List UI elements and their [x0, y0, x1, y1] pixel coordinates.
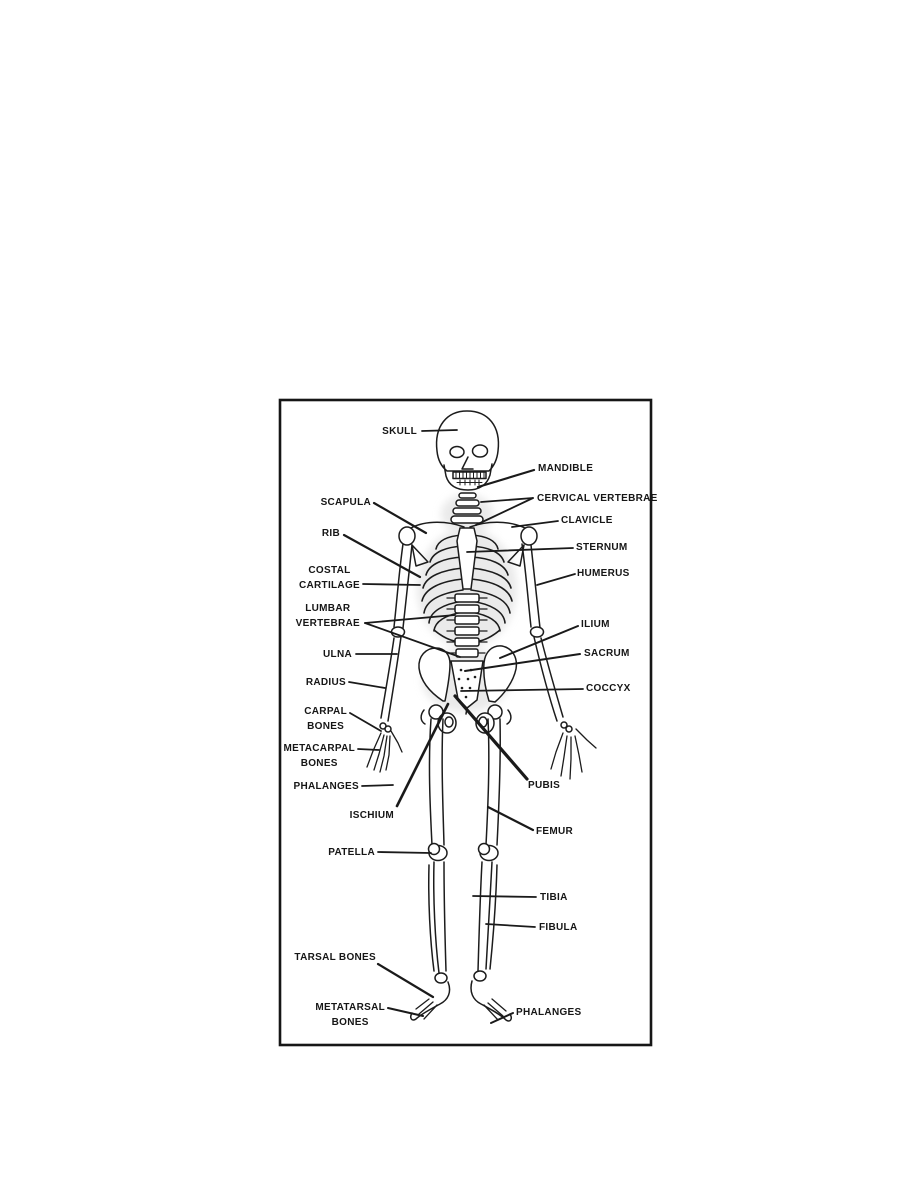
ankle-right	[474, 971, 486, 981]
tibia-right	[478, 862, 492, 971]
ulna-left	[388, 637, 401, 721]
label-carpal-bones: CARPAL BONES	[304, 706, 347, 732]
humerus-left	[394, 544, 412, 628]
label-coccyx: COCCYX	[586, 682, 631, 694]
label-skull: SKULL	[382, 425, 417, 437]
label-tarsal-bones: TARSAL BONES	[294, 951, 376, 963]
label-rib: RIB	[321, 527, 340, 539]
label-radius: RADIUS	[305, 676, 346, 688]
label-sacrum: SACRUM	[584, 647, 630, 659]
leader-scapula	[374, 503, 426, 533]
label-mandible: MANDIBLE	[538, 462, 594, 474]
humeral-head-left	[399, 527, 415, 545]
label-phalanges-hand: PHALANGES	[293, 780, 359, 792]
leader-phalanges-hand	[362, 785, 393, 786]
leader-carpal-bones	[350, 713, 381, 731]
leader-skull	[422, 430, 457, 431]
label-ischium: ISCHIUM	[349, 809, 394, 821]
left-arm-bones	[367, 544, 412, 772]
ulna-right	[534, 637, 557, 721]
label-fibula: FIBULA	[539, 921, 578, 933]
trochanter-right	[507, 710, 511, 724]
ilium-left	[419, 648, 450, 701]
elbow-right	[531, 627, 544, 637]
label-humerus: HUMERUS	[577, 567, 630, 579]
tibia-left	[434, 862, 446, 973]
leader-metacarpal-bones	[358, 749, 379, 750]
leader-costal-cartilage	[363, 584, 420, 585]
label-tibia: TIBIA	[540, 891, 568, 903]
ankle-left	[435, 973, 447, 983]
leader-tarsal-bones	[378, 964, 433, 997]
leader-patella	[378, 852, 431, 853]
scapula-right	[508, 545, 524, 566]
label-phalanges-foot: PHALANGES	[516, 1006, 582, 1018]
leader-tibia	[473, 896, 536, 897]
leader-ischium	[397, 704, 448, 806]
foot-right	[471, 981, 511, 1021]
skull-bones	[437, 411, 499, 490]
leader-radius	[349, 682, 385, 688]
patella-right	[479, 844, 490, 855]
label-ilium: ILIUM	[581, 618, 610, 630]
label-lumbar-vertebrae: LUMBAR VERTEBRAE	[295, 603, 360, 629]
right-leg-bones	[471, 719, 511, 1021]
cranium	[437, 411, 499, 471]
label-scapula: SCAPULA	[320, 496, 371, 508]
label-clavicle: CLAVICLE	[561, 514, 613, 526]
label-costal-cartilage: COSTAL CARTILAGE	[298, 565, 360, 591]
label-sternum: STERNUM	[576, 541, 628, 553]
radius-left	[381, 638, 394, 718]
humerus-right	[522, 544, 540, 628]
trochanter-left	[421, 710, 425, 724]
hand-right	[551, 729, 596, 779]
label-pubis: PUBIS	[528, 779, 561, 791]
leader-humerus	[537, 574, 575, 585]
label-cervical-vertebrae: CERVICAL VERTEBRAE	[537, 492, 658, 504]
leader-clavicle	[512, 521, 558, 527]
humeral-head-right	[521, 527, 537, 545]
leader-metatarsal-bones	[388, 1008, 423, 1016]
label-patella: PATELLA	[328, 846, 375, 858]
lower-teeth	[457, 480, 482, 485]
label-ulna: ULNA	[323, 648, 352, 660]
teeth-hatch	[456, 472, 484, 479]
leader-femur	[488, 807, 533, 830]
label-metatarsal-bones: METATARSAL BONES	[315, 1002, 385, 1028]
label-metacarpal-bones: METACARPAL BONES	[283, 743, 355, 769]
label-femur: FEMUR	[536, 825, 574, 837]
hand-left	[367, 731, 402, 772]
